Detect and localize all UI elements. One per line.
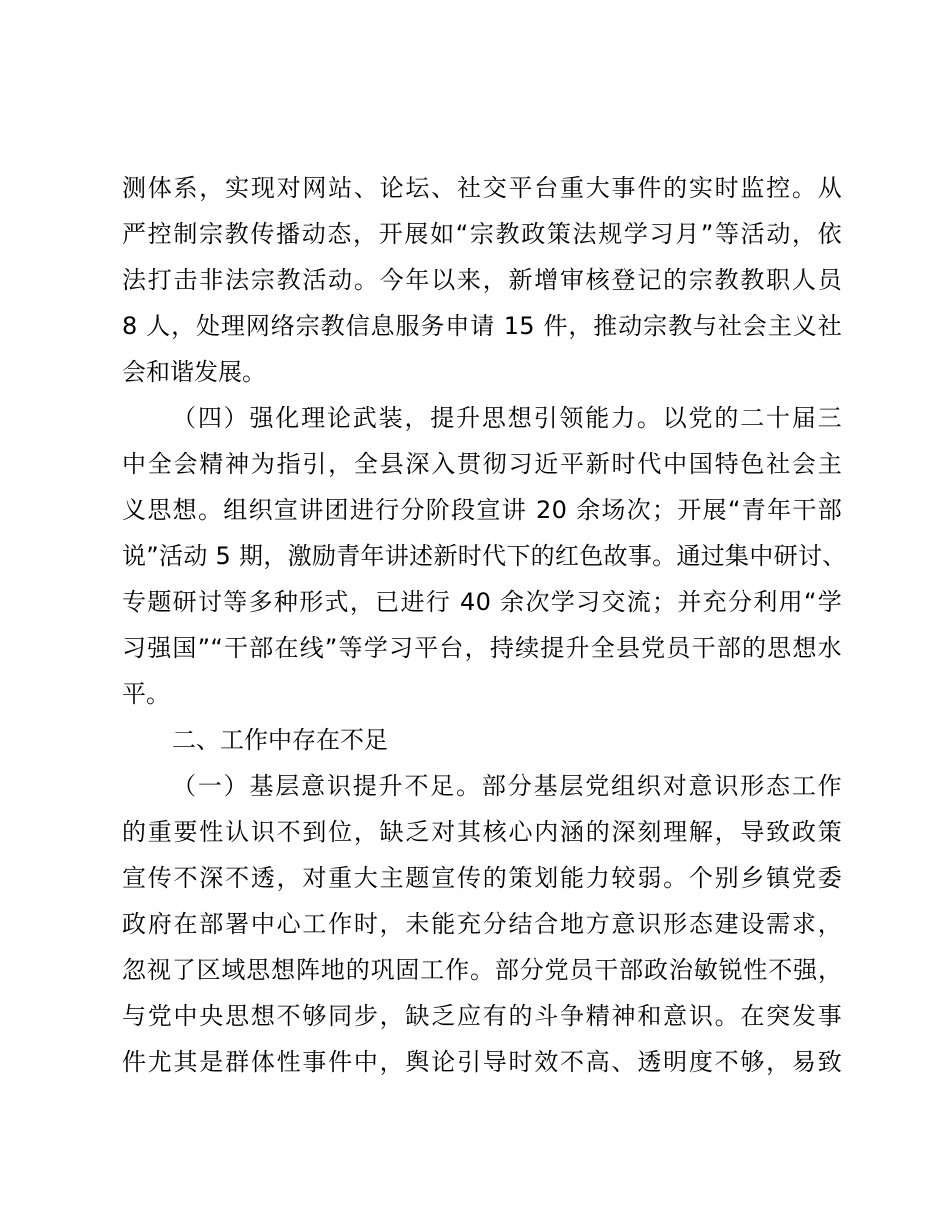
text-line: 的重要性认识不到位，缺乏对其核心内涵的深刻理解，导致政策: [122, 818, 842, 846]
text-line: 件尤其是群体性事件中，舆论引导时效不高、透明度不够，易致: [122, 1048, 842, 1076]
text-line: 义思想。组织宣讲团进行分阶段宣讲 20 余场次；开展“青年干部: [122, 496, 842, 524]
chapter-heading: 二、工作中存在不足: [172, 726, 388, 754]
text-line: 会和谐发展。: [122, 358, 266, 386]
text-line: 说”活动 5 期，激励青年讲述新时代下的红色故事。通过集中研讨、: [122, 542, 847, 570]
text-line: 宣传不深不透，对重大主题宣传的策划能力较弱。个别乡镇党委: [122, 864, 842, 892]
section-heading-line: （一）基层意识提升不足。部分基层党组织对意识形态工作: [172, 772, 842, 800]
text-line: 政府在部署中心工作时，未能充分结合地方意识形态建设需求，: [122, 910, 842, 938]
section-heading-line: （四）强化理论武装，提升思想引领能力。以党的二十届三: [172, 404, 842, 432]
text-line: 平。: [122, 680, 170, 708]
text-line: 严控制宗教传播动态，开展如“宗教政策法规学习月”等活动，依: [122, 220, 842, 248]
text-line: 习强国”“干部在线”等学习平台，持续提升全县党员干部的思想水: [122, 634, 842, 662]
text-line: 8 人，处理网络宗教信息服务申请 15 件，推动宗教与社会主义社: [122, 312, 842, 340]
text-line: 中全会精神为指引，全县深入贯彻习近平新时代中国特色社会主: [122, 450, 842, 478]
text-line: 专题研讨等多种形式，已进行 40 余次学习交流；并充分利用“学: [122, 588, 842, 616]
text-line: 与党中央思想不够同步，缺乏应有的斗争精神和意识。在突发事: [122, 1002, 842, 1030]
text-line: 法打击非法宗教活动。今年以来，新增审核登记的宗教教职人员: [122, 266, 842, 294]
text-line: 忽视了区域思想阵地的巩固工作。部分党员干部政治敏锐性不强，: [122, 956, 842, 984]
text-line: 测体系，实现对网站、论坛、社交平台重大事件的实时监控。从: [122, 174, 842, 202]
